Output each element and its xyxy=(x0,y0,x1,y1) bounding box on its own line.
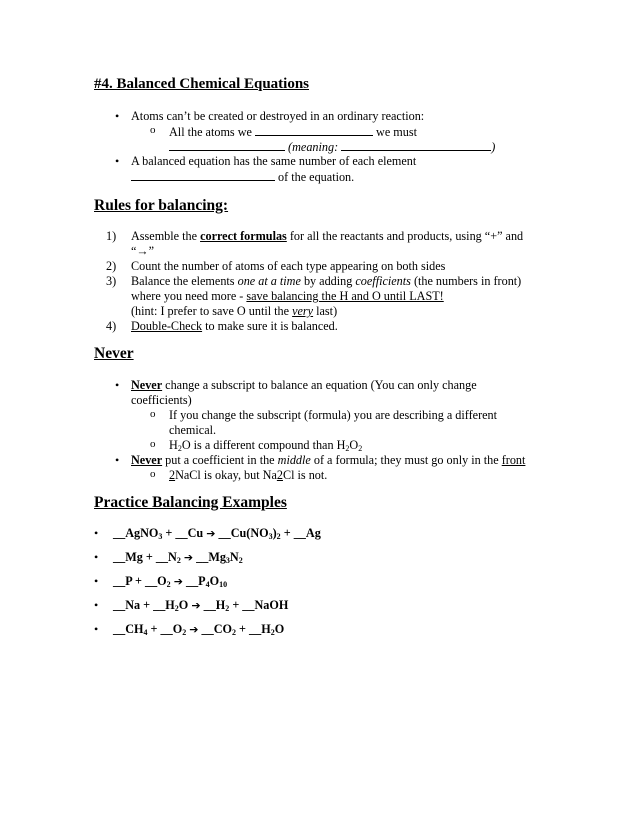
bullet-icon: • xyxy=(94,526,99,540)
never-bullet-2: Never put a coefficient in the middle of a formula; they must go only in the front xyxy=(131,453,526,467)
circle-bullet-icon: o xyxy=(150,468,156,480)
never-sub-1: If you change the subscript (formula) you are describing a different xyxy=(169,408,498,422)
rule-4: Double-Check to make sure it is balanced. xyxy=(131,319,338,333)
never-bullet-1: Never change a subscript to balance an equation (You can only change xyxy=(131,378,477,392)
intro-sub-line-1: All the atoms we we must xyxy=(169,125,417,139)
arrow-icon: ➔ xyxy=(189,623,199,636)
never-sub-3: 2NaCl is okay, but Na2Cl is not. xyxy=(169,468,328,482)
bullet-icon: • xyxy=(94,550,99,564)
never-bullet-1-cont: coefficients) xyxy=(131,393,192,407)
rule-3-cont: where you need more - save balancing the H and O until LAST! xyxy=(131,289,444,303)
rule-number: 4) xyxy=(106,319,117,333)
arrow-icon: ➔ xyxy=(191,599,201,612)
never-heading: Never xyxy=(94,345,134,362)
bullet-icon: • xyxy=(115,154,120,168)
rule-2: Count the number of atoms of each type appearing on both sides xyxy=(131,259,446,273)
bullet-icon: • xyxy=(94,598,99,612)
intro-bullet-2: A balanced equation has the same number of each element xyxy=(131,154,417,168)
rule-1-cont: “→” xyxy=(131,244,155,258)
bullet-icon: • xyxy=(115,378,120,392)
bullet-icon: • xyxy=(115,109,120,123)
practice-heading: Practice Balancing Examples xyxy=(94,494,287,511)
bullet-icon: • xyxy=(94,622,99,636)
circle-bullet-icon: o xyxy=(150,438,156,450)
arrow-icon: ➔ xyxy=(206,527,216,540)
rule-3: Balance the elements one at a time by adding coefficients (the numbers in front) xyxy=(131,274,522,288)
rule-number: 3) xyxy=(106,274,117,288)
rule-number: 2) xyxy=(106,259,117,273)
practice-example-2: __Mg + $\_\_N_2$ ➔ $\_\_Mg_3N_2$ xyxy=(113,550,243,565)
never-sub-1-cont: chemical. xyxy=(169,423,217,437)
practice-example-5: $\_\_CH_4$ + $\_\_O_2$ ➔ $\_\_CO_2$ + $\_\_H_2O$ xyxy=(113,622,285,637)
fill-blank xyxy=(169,139,285,151)
fill-blank xyxy=(255,124,373,136)
rules-heading: Rules for balancing: xyxy=(94,197,229,214)
practice-example-1: __AgNO$_3$ + __Cu ➔ $\_\_Cu(NO_3)_2$ + __Ag xyxy=(113,526,321,541)
circle-bullet-icon: o xyxy=(150,124,156,136)
practice-example-4: __Na + $\_\_H_2O$ ➔ $\_\_H_2$ + __NaOH xyxy=(113,598,289,613)
intro-bullet-2-cont: of the equation. xyxy=(131,169,354,185)
circle-bullet-icon: o xyxy=(150,408,156,420)
rule-3-hint: (hint: I prefer to save O until the very last) xyxy=(131,304,338,318)
bullet-icon: • xyxy=(94,574,99,588)
bullet-icon: • xyxy=(115,453,120,467)
rule-1: Assemble the correct formulas for all the reactants and products, using “+” and xyxy=(131,229,524,243)
intro-sub-line-2: (meaning: ) xyxy=(169,139,495,155)
fill-blank xyxy=(131,169,275,181)
fill-blank xyxy=(341,139,491,151)
rule-number: 1) xyxy=(106,229,117,243)
intro-bullet-1: Atoms can’t be created or destroyed in an ordinary reaction: xyxy=(131,109,425,123)
arrow-icon: ➔ xyxy=(173,575,183,588)
never-sub-2: $H_2O$ is a different compound than $H_2O_2$ xyxy=(169,438,363,453)
practice-example-3: __P + $\_\_O_2$ ➔ $\_\_P_4O_{10}$ xyxy=(113,574,228,589)
page-title: #4. Balanced Chemical Equations xyxy=(94,76,310,92)
arrow-icon: ➔ xyxy=(183,551,194,564)
